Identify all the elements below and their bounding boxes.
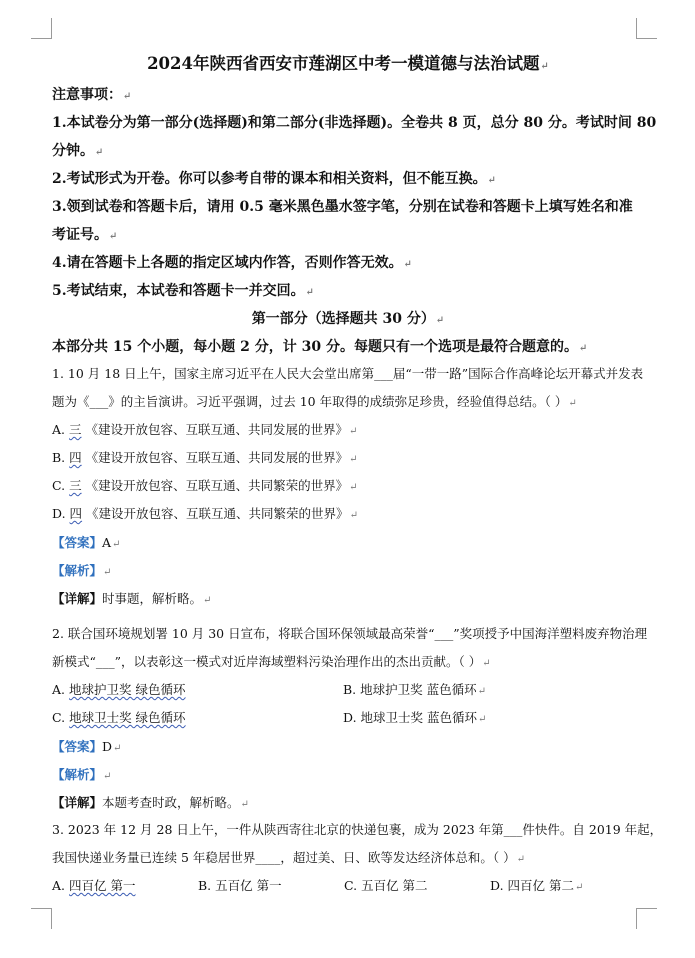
notice-heading: 注意事项：↵: [52, 87, 132, 103]
notice-item-1-cont: 分钟。↵: [52, 143, 104, 159]
q1-detail: 【详解】时事题，解析略。↵: [52, 591, 212, 606]
q2-detail: 【详解】本题考查时政，解析略。↵: [52, 795, 249, 810]
q2-stem-line-2: 新模式“___”，以表彰这一模式对近岸海域塑料污染治理作出的杰出贡献。（ ）↵: [52, 654, 491, 669]
notice-item-3: 3.领到试卷和答题卡后，请用 0.5 毫米黑色墨水签字笔，分别在试卷和答题卡上填写姓名和准: [52, 199, 633, 215]
notice-item-3-cont: 考证号。↵: [52, 227, 118, 243]
q2-option-a: A. 地球护卫奖 绿色循环: [52, 682, 186, 697]
q3-stem-line-2: 我国快递业务量已连续 5 年稳居世界____，超过美、日、欧等发达经济体总和。（ ）↵: [52, 850, 526, 865]
q2-options-row-1: [52, 680, 644, 698]
q2-option-b: B. 地球护卫奖 蓝色循环↵: [343, 682, 487, 697]
q1-stem-line-2: 题为《___》的主旨演讲。习近平强调，过去 10 年取得的成绩弥足珍贵，经验值得总结。（ ）↵: [52, 394, 577, 409]
notice-item-2: 2.考试形式为开卷。你可以参考自带的课本和相关资料，但不能互换。↵: [52, 171, 497, 187]
q3-stem-line-1: 3. 2023 年 12 月 28 日上午，一件从陕西寄往北京的快递包裹，成为 2023 年第___件快件。自 2019 年起，: [52, 822, 663, 837]
section-1-heading: 第一部分（选择题共 30 分）↵: [251, 311, 445, 327]
q3-option-d: D. 四百亿 第二↵: [490, 878, 584, 893]
q2-analysis: 【解析】↵: [52, 767, 112, 782]
q2-answer: 【答案】D↵: [52, 739, 122, 754]
crop-mark-bottom-right: [636, 908, 657, 929]
crop-mark-top-right: [636, 18, 657, 39]
q1-stem-line-1: 1. 10 月 18 日上午，国家主席习近平在人民大会堂出席第___届“一带一路”国际合作高峰论坛开幕式并发表: [52, 366, 644, 381]
crop-mark-bottom-left: [31, 908, 52, 929]
q1-option-c: C. 三 《建设开放包容、互联互通、共同繁荣的世界》↵: [52, 478, 358, 493]
q3-option-b: B. 五百亿 第一: [198, 878, 282, 893]
q1-option-d: D. 四 《建设开放包容、互联互通、共同繁荣的世界》↵: [52, 506, 358, 521]
q2-option-d: D. 地球卫士奖 蓝色循环↵: [343, 710, 487, 725]
q2-options-row-2: [52, 708, 644, 726]
crop-mark-top-left: [31, 18, 52, 39]
q1-answer: 【答案】A↵: [52, 535, 121, 550]
q2-option-c: C. 地球卫士奖 绿色循环: [52, 710, 186, 725]
q3-option-c: C. 五百亿 第二: [344, 878, 428, 893]
q1-analysis: 【解析】↵: [52, 563, 112, 578]
section-1-intro: 本部分共 15 个小题，每小题 2 分，计 30 分。每题只有一个选项是最符合题意的。↵: [52, 339, 588, 355]
q2-stem-line-1: 2. 联合国环境规划署 10 月 30 日宣布，将联合国环保领域最高荣誉“___”奖项授予中国海洋塑料废弃物治理: [52, 626, 648, 641]
q3-option-a: A. 四百亿 第一: [52, 878, 136, 893]
notice-item-1: 1.本试卷分为第一部分(选择题)和第二部分(非选择题)。全卷共 8 页，总分 80 分。考试时间 80: [52, 115, 657, 131]
notice-item-5: 5.考试结束，本试卷和答题卡一并交回。↵: [52, 283, 315, 299]
document-title: 2024年陕西省西安市莲湖区中考一模道德与法治试题↵: [147, 54, 549, 73]
q1-option-b: B. 四 《建设开放包容、互联互通、共同发展的世界》↵: [52, 450, 358, 465]
q1-option-a: A. 三 《建设开放包容、互联互通、共同发展的世界》↵: [52, 422, 358, 437]
notice-item-4: 4.请在答题卡上各题的指定区域内作答，否则作答无效。↵: [52, 255, 413, 271]
